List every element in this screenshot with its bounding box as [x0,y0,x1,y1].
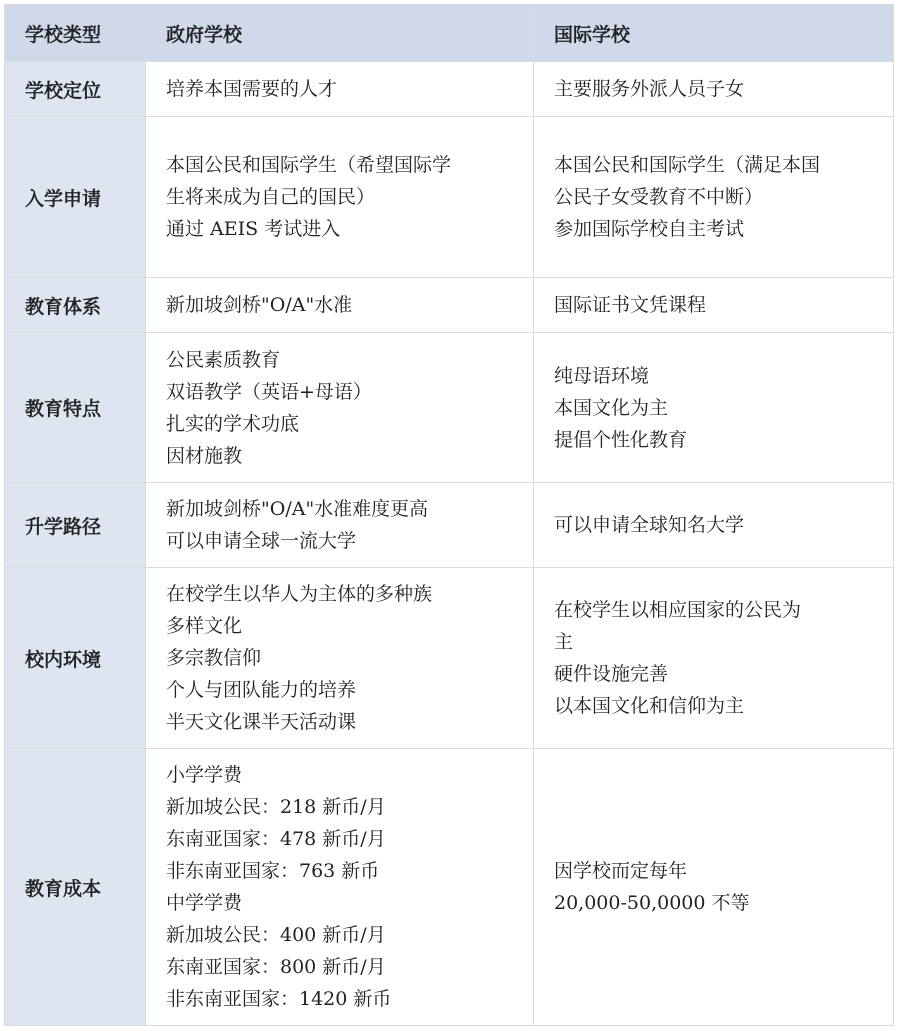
header-school-type: 学校类型 [5,5,146,62]
cell-line: 因学校而定每年 [554,860,688,882]
row-label: 学校定位 [5,62,146,117]
header-international-school: 国际学校 [534,5,894,62]
cell-line: 参加国际学校自主考试 [554,218,745,240]
cell-line: 主 [554,631,574,653]
cell-line: 公民素质教育 [166,348,281,371]
table-row [5,749,894,1026]
cell-line: 通过 AEIS 考试进入 [166,218,341,240]
international-school-cell [534,568,894,749]
row-label: 入学申请 [5,117,146,278]
government-school-cell [146,278,534,333]
government-school-cell [146,333,534,483]
row-label: 教育体系 [5,278,146,333]
international-school-cell [534,117,894,278]
international-school-cell [534,749,894,1026]
cell-line: 培养本国需要的人才 [166,78,338,100]
table-body [5,62,894,1026]
cell-line: 20,000-50,0000 不等 [554,892,750,914]
cell-line: 个人与团队能力的培养 [166,679,357,701]
cell-line: 新加坡公民：400 新币/月 [166,924,386,946]
international-school-cell [534,62,894,117]
international-school-cell [534,278,894,333]
cell-line: 以本国文化和信仰为主 [554,695,745,717]
cell-line: 多宗教信仰 [166,647,262,669]
table-row [5,278,894,333]
cell-line: 主要服务外派人员子女 [554,78,745,100]
government-school-cell [146,568,534,749]
cell-line: 扎实的学术功底 [166,412,300,435]
header-government-school: 政府学校 [146,5,534,62]
cell-line: 公民子女受教育不中断） [554,186,764,208]
cell-line: 小学学费 [166,764,243,786]
cell-line: 提倡个性化教育 [554,428,688,451]
cell-line: 新加坡剑桥"O/A"水准 [166,294,353,316]
government-school-cell [146,117,534,278]
international-school-cell [534,483,894,568]
government-school-cell [146,749,534,1026]
government-school-cell [146,62,534,117]
header-row [5,5,894,62]
cell-line: 本国公民和国际学生（希望国际学 [166,154,452,176]
cell-line: 在校学生以相应国家的公民为 [554,599,802,621]
cell-line: 半天文化课半天活动课 [166,711,357,733]
cell-line: 硬件设施完善 [554,663,669,685]
cell-line: 因材施教 [166,444,243,467]
table-row [5,62,894,117]
cell-line: 非东南亚国家：763 新币 [166,860,380,882]
table-row [5,333,894,483]
cell-line: 在校学生以华人为主体的多种族 [166,583,433,605]
row-label: 教育成本 [5,749,146,1026]
international-school-cell [534,333,894,483]
cell-line: 中学学费 [166,892,243,914]
cell-line: 非东南亚国家：1420 新币 [166,988,392,1010]
table-row [5,117,894,278]
government-school-cell [146,483,534,568]
table-row [5,568,894,749]
cell-line: 本国文化为主 [554,396,669,419]
row-label: 教育特点 [5,333,146,483]
cell-line: 纯母语环境 [554,364,650,387]
table-row [5,483,894,568]
row-label: 升学路径 [5,483,146,568]
row-label: 校内环境 [5,568,146,749]
cell-line: 新加坡公民：218 新币/月 [166,796,386,818]
cell-line: 双语教学（英语+母语） [166,380,372,403]
cell-line: 本国公民和国际学生（满足本国 [554,154,821,176]
cell-line: 东南亚国家：478 新币/月 [166,828,386,850]
comparison-table [4,4,894,1026]
cell-line: 生将来成为自己的国民） [166,186,376,208]
cell-line: 东南亚国家：800 新币/月 [166,956,386,978]
cell-line: 国际证书文凭课程 [554,294,707,316]
cell-line: 可以申请全球知名大学 [554,514,745,536]
cell-line: 新加坡剑桥"O/A"水准难度更高 [166,498,429,520]
cell-line: 多样文化 [166,615,243,637]
cell-line: 可以申请全球一流大学 [166,530,357,552]
